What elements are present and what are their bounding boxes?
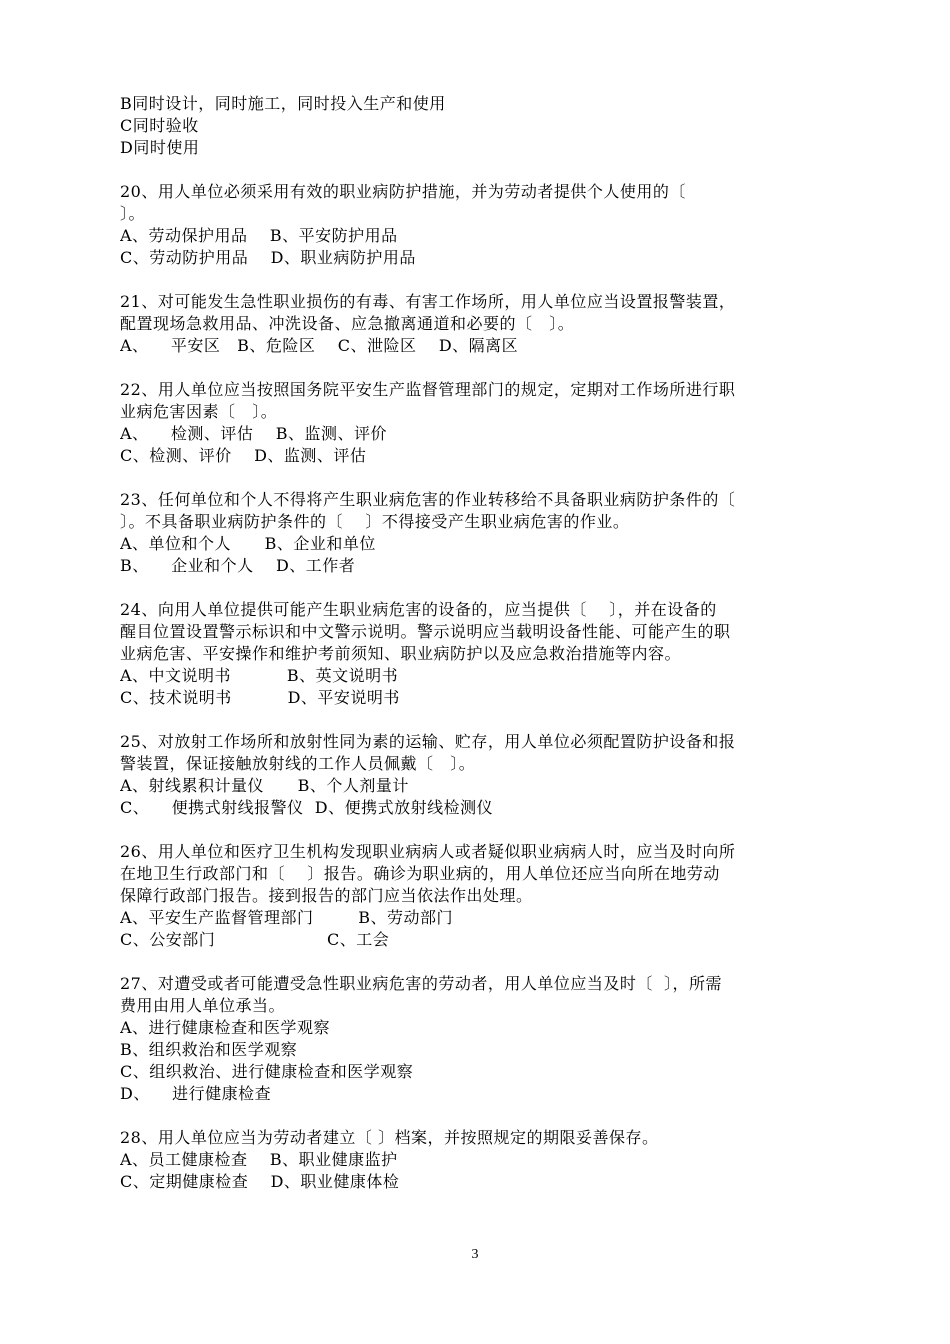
text-line: B、组织救治和医学观察 (120, 1040, 298, 1059)
block-spacer (120, 951, 832, 973)
text-line: 业病危害因素〔 〕。 (120, 402, 278, 421)
text-line: 21、对可能发生急性职业损伤的有毒、有害工作场所，用人单位应当设置报警装置， (120, 292, 736, 311)
text-line: 保障行政部门报告。接到报告的部门应当依法作出处理。 (120, 886, 533, 905)
question-block (120, 489, 832, 577)
block-spacer (120, 577, 832, 599)
continued-options-block (120, 93, 832, 159)
question-block (120, 181, 832, 269)
text-line: A、射线累积计量仪 B、个人剂量计 (120, 776, 409, 795)
question-block (120, 841, 832, 951)
text-line: A、 平安区 B、危险区 C、泄险区 D、隔离区 (120, 336, 519, 355)
text-line: 〕。 (120, 204, 146, 223)
text-line: C同时验收 (120, 116, 199, 135)
question-block (120, 599, 832, 709)
text-line: C、劳动防护用品 D、职业病防护用品 (120, 248, 416, 267)
text-line: 26、用人单位和医疗卫生机构发现职业病病人或者疑似职业病病人时，应当及时向所 (120, 842, 736, 861)
text-line: B同时设计，同时施工，同时投入生产和使用 (120, 94, 446, 113)
text-line: 费用由用人单位承当。 (120, 996, 286, 1015)
text-line: A、单位和个人 B、企业和单位 (120, 534, 376, 553)
block-spacer (120, 269, 832, 291)
block-spacer (120, 357, 832, 379)
block-spacer (120, 709, 832, 731)
text-line: A、员工健康检查 B、职业健康监护 (120, 1150, 398, 1169)
text-line: 在地卫生行政部门和〔 〕报告。确诊为职业病的，用人单位还应当向所在地劳动 (120, 864, 720, 883)
text-line: A、劳动保护用品 B、平安防护用品 (120, 226, 398, 245)
block-spacer (120, 159, 832, 181)
text-line: C、定期健康检查 D、职业健康体检 (120, 1172, 400, 1191)
block-spacer (120, 1105, 832, 1127)
question-block (120, 379, 832, 467)
text-line: C、技术说明书 D、平安说明书 (120, 688, 400, 707)
text-line: 配置现场急救用品、冲洗设备、应急撤离通道和必要的〔 〕。 (120, 314, 575, 333)
text-line: C、检测、评价 D、监测、评估 (120, 446, 367, 465)
text-line: C、 便携式射线报警仪 D、便携式放射线检测仪 (120, 798, 494, 817)
text-line: C、组织救治、进行健康检查和医学观察 (120, 1062, 414, 1081)
text-line: 22、用人单位应当按照国务院平安生产监督管理部门的规定，定期对工作场所进行职 (120, 380, 736, 399)
text-line: B、 企业和个人 D、工作者 (120, 556, 356, 575)
text-line: D同时使用 (120, 138, 200, 157)
question-block (120, 291, 832, 357)
question-block (120, 973, 832, 1105)
text-line: A、进行健康检查和医学观察 (120, 1018, 331, 1037)
text-line: 〕。不具备职业病防护条件的〔 〕不得接受产生职业病危害的作业。 (120, 512, 630, 531)
block-spacer (120, 819, 832, 841)
text-line: 27、对遭受或者可能遭受急性职业病危害的劳动者，用人单位应当及时〔 〕，所需 (120, 974, 723, 993)
text-line: 警装置，保证接触放射线的工作人员佩戴〔 〕。 (120, 754, 476, 773)
question-block (120, 731, 832, 819)
text-line: 20、用人单位必须采用有效的职业病防护措施，并为劳动者提供个人使用的〔 (120, 182, 686, 201)
text-line: 28、用人单位应当为劳动者建立〔 〕档案，并按照规定的期限妥善保存。 (120, 1128, 659, 1147)
block-spacer (120, 467, 832, 489)
text-line: A、中文说明书 B、英文说明书 (120, 666, 399, 685)
text-line: 24、向用人单位提供可能产生职业病危害的设备的，应当提供〔 〕，并在设备的 (120, 600, 717, 619)
text-line: A、 检测、评估 B、监测、评价 (120, 424, 388, 443)
text-line: A、平安生产监督管理部门 B、劳动部门 (120, 908, 454, 927)
document-body (120, 93, 832, 1193)
text-line: D、 进行健康检查 (120, 1084, 272, 1103)
text-line: 醒目位置设置警示标识和中文警示说明。警示说明应当载明设备性能、可能产生的职 (120, 622, 731, 641)
text-line: 25、对放射工作场所和放射性同为素的运输、贮存，用人单位必须配置防护设备和报 (120, 732, 736, 751)
text-line: 23、任何单位和个人不得将产生职业病危害的作业转移给不具备职业病防护条件的〔 (120, 490, 736, 509)
text-line: C、公安部门 C、工会 (120, 930, 390, 949)
text-line: 业病危害、平安操作和维护考前须知、职业病防护以及应急救治措施等内容。 (120, 644, 682, 663)
page-number: 3 (471, 1247, 479, 1262)
question-block (120, 1127, 832, 1193)
